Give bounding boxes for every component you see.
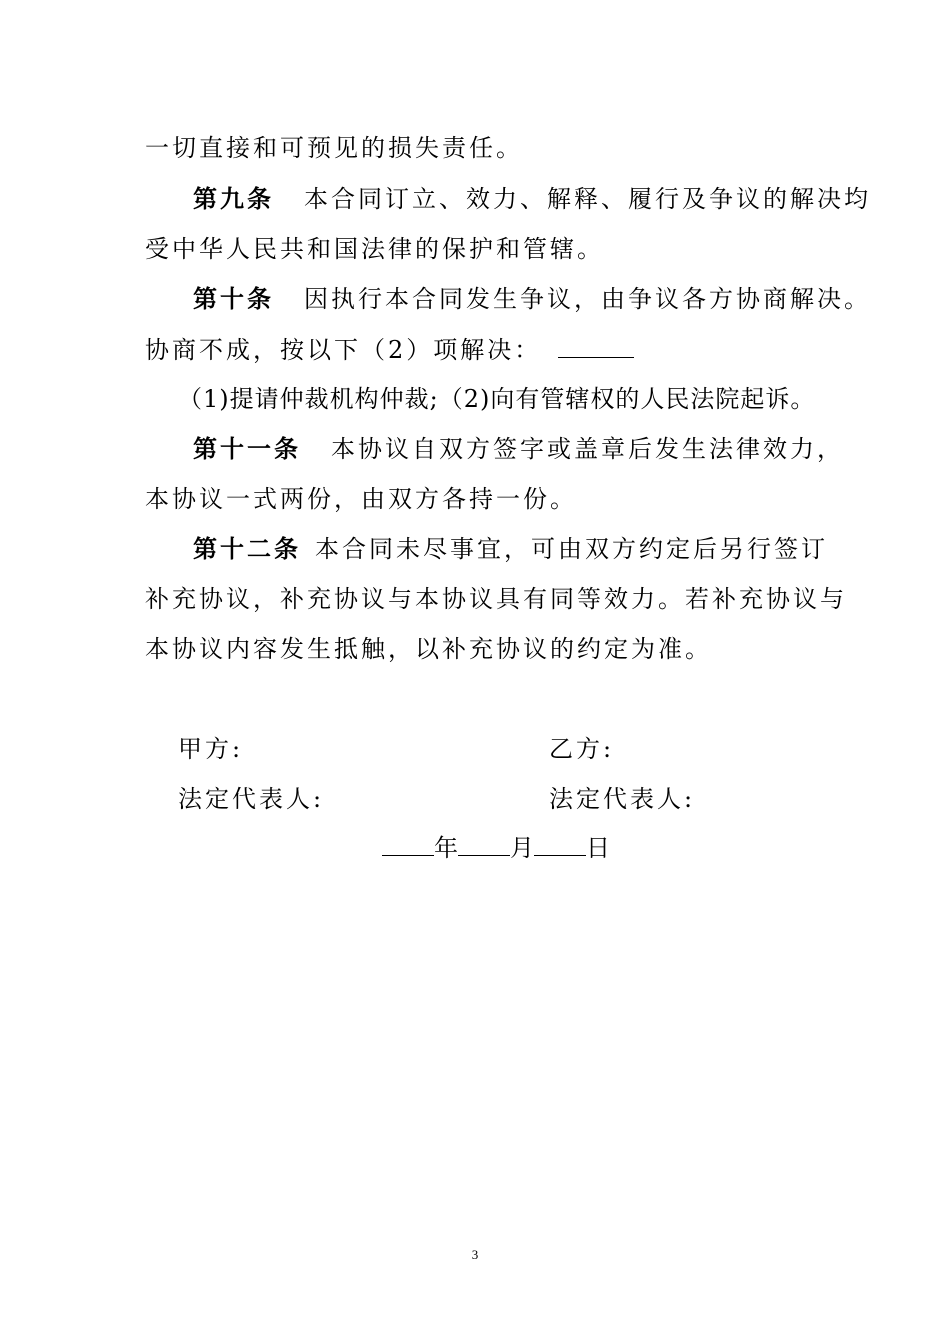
paragraph-line bbox=[145, 335, 634, 365]
year-label: 年 bbox=[434, 834, 458, 862]
year-blank[interactable] bbox=[382, 833, 434, 856]
article-heading: 第九条 bbox=[193, 184, 274, 213]
day-blank[interactable] bbox=[534, 833, 586, 856]
party-a-label: 甲方: bbox=[178, 735, 244, 763]
month-label: 月 bbox=[510, 834, 534, 862]
article-heading: 第十条 bbox=[193, 284, 274, 313]
date-line bbox=[382, 833, 610, 863]
line-text: 协商不成，按以下（2）项解决： bbox=[145, 336, 542, 364]
line-text: 一切直接和可预见的损失责任。 bbox=[145, 134, 523, 162]
line-text: 本协议自双方签字或盖章后发生法律效力， bbox=[331, 435, 844, 463]
line-text: 因执行本合同发生争议，由争议各方协商解决。 bbox=[304, 285, 871, 313]
month-blank[interactable] bbox=[458, 833, 510, 856]
article-10-line bbox=[193, 284, 871, 314]
page-number: 3 bbox=[471, 1247, 479, 1262]
paragraph-line bbox=[145, 634, 712, 664]
line-text: 本协议一式两份，由双方各持一份。 bbox=[145, 485, 577, 513]
paragraph-line bbox=[178, 384, 815, 414]
party-b-representative-label: 法定代表人: bbox=[549, 785, 696, 813]
fill-in-blank[interactable] bbox=[558, 335, 634, 358]
line-text: 本合同订立、效力、解释、履行及争议的解决均 bbox=[304, 185, 871, 213]
paragraph-line bbox=[145, 584, 847, 614]
paragraph-line bbox=[145, 234, 604, 264]
line-text: 受中华人民共和国法律的保护和管辖。 bbox=[145, 235, 604, 263]
line-text: （1)提请仲裁机构仲裁;（2)向有管辖权的人民法院起诉。 bbox=[178, 385, 816, 413]
article-heading: 第十二条 bbox=[193, 534, 301, 563]
article-9-line bbox=[193, 184, 871, 214]
line-text: 本协议内容发生抵触，以补充协议的约定为准。 bbox=[145, 635, 712, 663]
paragraph-line bbox=[145, 133, 523, 163]
line-text: 本合同未尽事宜，可由双方约定后另行签订 bbox=[315, 535, 828, 563]
line-text: 补充协议，补充协议与本协议具有同等效力。若补充协议与 bbox=[145, 585, 847, 613]
article-heading: 第十一条 bbox=[193, 434, 301, 463]
day-label: 日 bbox=[586, 834, 610, 862]
paragraph-line bbox=[145, 484, 577, 514]
article-12-line bbox=[193, 534, 828, 564]
party-b-label: 乙方: bbox=[549, 735, 615, 763]
party-a-representative-label: 法定代表人: bbox=[178, 785, 325, 813]
article-11-line bbox=[193, 434, 844, 464]
